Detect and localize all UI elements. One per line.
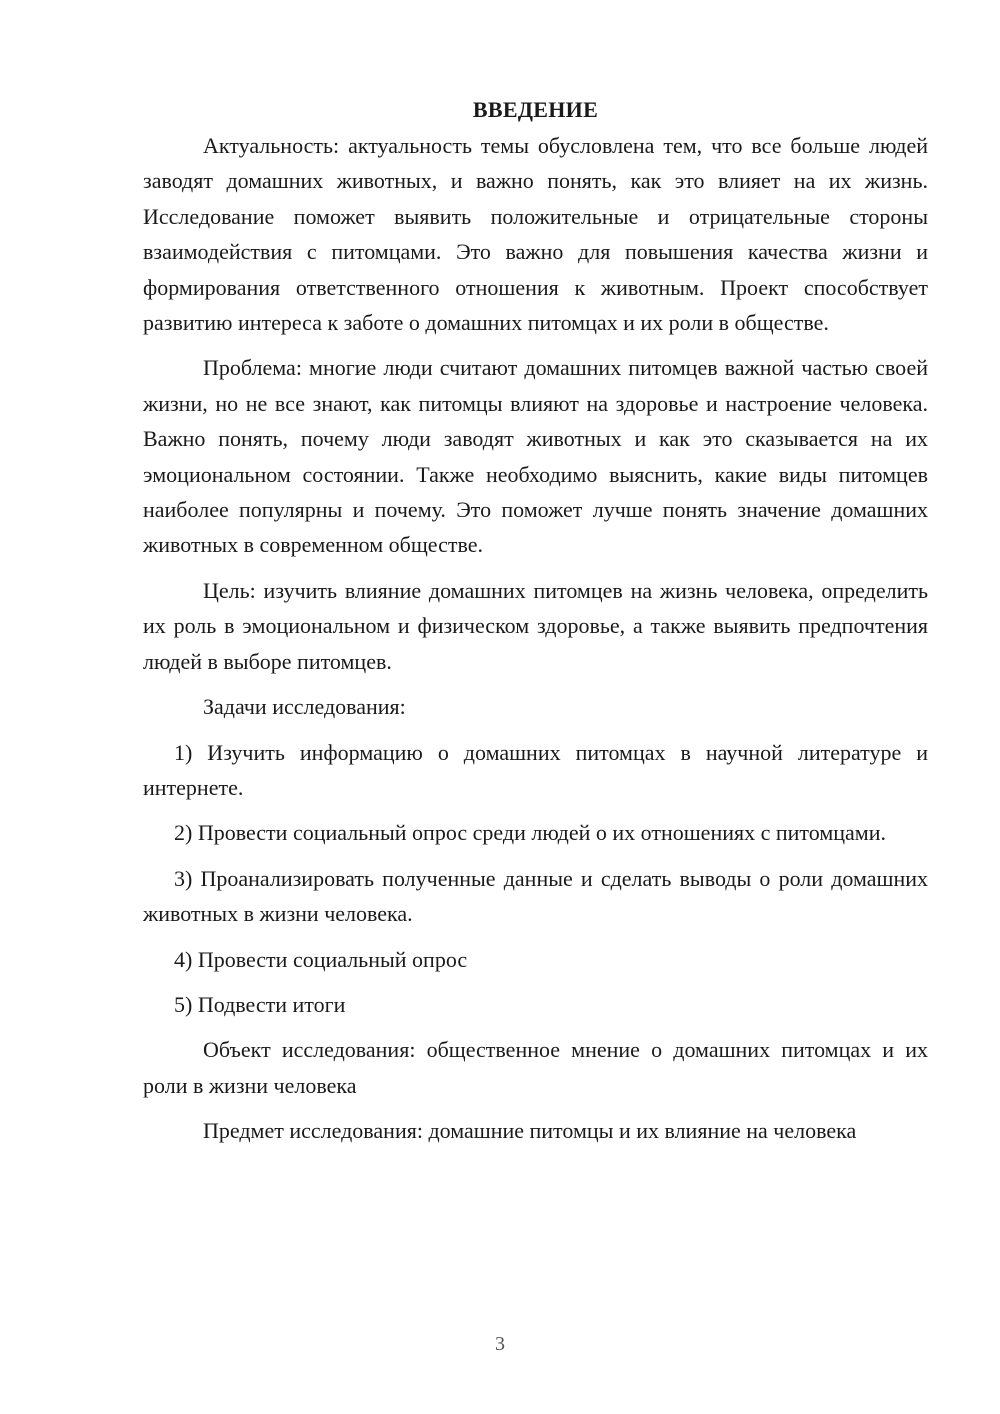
list-item: 4) Провести социальный опрос	[174, 946, 468, 972]
goal-paragraph: Цель: изучить влияние домашних питомцев на жизнь человека, определить их роль в эмоциональном и физическом здоровье, а также выявить предпочтения людей в выборе питомцев.	[143, 577, 928, 674]
document-page	[143, 92, 928, 1159]
subject-paragraph: Предмет исследования: домашние питомцы и их влияние на человека	[203, 1118, 857, 1144]
relevance-paragraph: Актуальность: актуальность темы обусловлена тем, что все больше людей заводят домашних животных, и важно понять, как это влияет на их жизнь. Исследование поможет выявить положительные и отрицательные стороны взаимодействия с питомцами. Это важно для повышения качества жизни и формирования ответственного отношения к животным. Проект способствует развитию интереса к заботе о домашних питомцах и их роли в обществе.	[143, 133, 928, 336]
object-paragraph: Объект исследования: общественное мнение о домашних питомцах и их роли в жизни человека	[143, 1037, 928, 1098]
list-item: 5) Подвести итоги	[174, 991, 346, 1017]
tasks-heading: Задачи исследования:	[203, 694, 406, 720]
page-number: 3	[495, 1333, 505, 1355]
list-item: 2) Провести социальный опрос среди людей о их отношениях с питомцами.	[174, 820, 886, 846]
list-item: 3) Проанализировать полученные данные и сделать выводы о роли домашних животных в жизни человека.	[143, 865, 928, 927]
page-title: ВВЕДЕНИЕ	[472, 97, 599, 122]
problem-paragraph: Проблема: многие люди считают домашних питомцев важной частью своей жизни, но не все знают, как питомцы влияют на здоровье и настроение человека. Важно понять, почему люди заводят животных и как это сказывается на их эмоциональном состоянии. Также необходимо выяснить, какие виды питомцев наиболее популярны и почему. Это поможет лучше понять значение домашних животных в современном обществе.	[143, 355, 928, 558]
list-item: 1) Изучить информацию о домашних питомцах в научной литературе и интернете.	[143, 739, 928, 800]
